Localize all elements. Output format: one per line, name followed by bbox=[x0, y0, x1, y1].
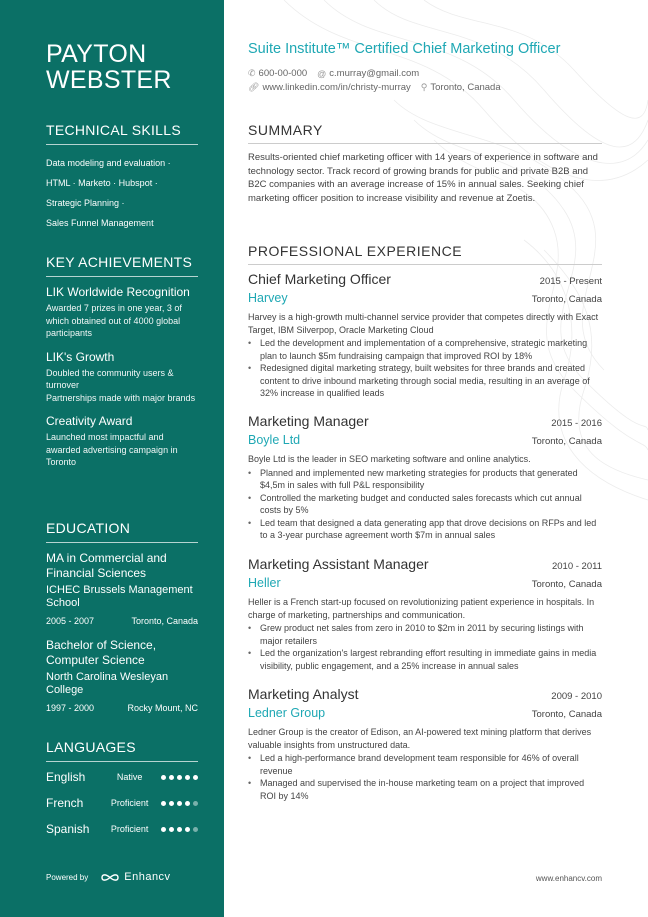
education-section bbox=[46, 520, 198, 713]
achievements-title: KEY ACHIEVEMENTS bbox=[46, 254, 198, 277]
contact-phone: 600-00-000 bbox=[258, 68, 308, 79]
job-bullets bbox=[248, 467, 602, 542]
languages-title: LANGUAGES bbox=[46, 739, 198, 762]
achievement-item bbox=[46, 350, 198, 405]
summary-text: Results-oriented chief marketing officer with 14 years of experience in software and technology sector. Track record of growing brands for public and private B2B and B2C companies with an average increase of 15% in annual sales. Seeking chief marketing officer position to increase visibility and revenue at Zoetis. bbox=[248, 152, 598, 204]
job-entry bbox=[248, 556, 602, 672]
job-title: Marketing Manager bbox=[248, 413, 369, 429]
contact-email[interactable]: c.murray@gmail.com bbox=[329, 68, 420, 79]
candidate-name bbox=[46, 0, 198, 93]
summary-title: SUMMARY bbox=[248, 122, 602, 144]
rating-dot-filled bbox=[177, 775, 182, 780]
job-entry bbox=[248, 686, 602, 802]
footer-site-link[interactable]: www.enhancv.com bbox=[535, 874, 602, 883]
achievement-title: Creativity Award bbox=[46, 414, 133, 428]
education-meta bbox=[46, 703, 198, 713]
company-description: Boyle Ltd is the leader in SEO marketing software and online analytics. bbox=[248, 454, 531, 464]
rating-dot-empty bbox=[193, 801, 198, 806]
rating-dot-filled bbox=[161, 827, 166, 832]
education-school: North Carolina Wesleyan College bbox=[46, 671, 169, 696]
achievement-item bbox=[46, 285, 198, 340]
contact-line-2 bbox=[248, 82, 501, 93]
achievement-text: Partnerships made with major brands bbox=[46, 392, 196, 403]
job-dates: 2010 - 2011 bbox=[551, 561, 602, 572]
enhancv-logo[interactable] bbox=[100, 871, 170, 883]
email-icon: @ bbox=[317, 68, 327, 79]
education-item bbox=[46, 551, 198, 626]
headline: Suite Institute™ Certified Chief Marketing Officer bbox=[248, 41, 561, 57]
job-title: Marketing Analyst bbox=[248, 686, 359, 702]
job-bullet: • Managed and supervised the in-house marketing team on a project that improved ROI by 14% bbox=[248, 777, 602, 802]
company-name: Heller bbox=[248, 576, 281, 590]
skill-item: HTML · Marketo · Hubspot · bbox=[46, 178, 158, 188]
language-level: Native bbox=[116, 772, 143, 782]
language-name: Spanish bbox=[46, 822, 90, 836]
enhancv-logo-text: Enhancv bbox=[124, 871, 171, 883]
language-level: Proficient bbox=[110, 798, 149, 808]
rating-dot-filled bbox=[169, 801, 174, 806]
job-location: Toronto, Canada bbox=[531, 436, 602, 447]
rating-dot-filled bbox=[193, 775, 198, 780]
rating-dot-filled bbox=[185, 827, 190, 832]
job-bullet: • Led a high-performance brand development team responsible for 46% of overall revenue bbox=[248, 752, 602, 777]
achievements-section bbox=[46, 254, 198, 469]
enhancv-logo-icon bbox=[100, 872, 120, 883]
last-name: WEBSTER bbox=[46, 66, 172, 94]
job-dates: 2015 - 2016 bbox=[551, 418, 602, 429]
achievement-text: Launched most impactful and awarded advertising campaign in Toronto bbox=[46, 432, 178, 467]
achievement-title: LIK Worldwide Recognition bbox=[46, 285, 190, 299]
job-location: Toronto, Canada bbox=[531, 579, 602, 590]
company-name: Ledner Group bbox=[248, 706, 326, 720]
rating-dot-filled bbox=[185, 775, 190, 780]
link-icon: 🔗︎ bbox=[248, 82, 260, 92]
skill-item: Sales Funnel Management bbox=[46, 218, 154, 228]
skill-item: Strategic Planning · bbox=[46, 198, 125, 208]
job-location: Toronto, Canada bbox=[531, 294, 602, 305]
education-location: Rocky Mount, NC bbox=[127, 703, 198, 713]
language-rating bbox=[161, 775, 198, 780]
contact-location: Toronto, Canada bbox=[430, 82, 501, 93]
job-title: Marketing Assistant Manager bbox=[248, 556, 429, 572]
sidebar bbox=[0, 0, 224, 917]
rating-dot-filled bbox=[185, 801, 190, 806]
job-bullets bbox=[248, 752, 602, 802]
language-row bbox=[46, 816, 198, 842]
achievement-text: Doubled the community users & turnover bbox=[46, 367, 174, 390]
rating-dot-filled bbox=[169, 827, 174, 832]
rating-dot-filled bbox=[177, 827, 182, 832]
rating-dot-filled bbox=[177, 801, 182, 806]
achievement-item bbox=[46, 414, 198, 469]
education-degree: Bachelor of Science, Computer Science bbox=[46, 638, 157, 667]
job-bullet: • Led the development and implementation of a comprehensive, strategic marketing plan to launch $5m fundraising campaign that improved ROI by 18% bbox=[248, 337, 602, 362]
education-degree: MA in Commercial and Financial Sciences bbox=[46, 551, 167, 580]
job-bullets bbox=[248, 337, 602, 400]
job-location: Toronto, Canada bbox=[531, 709, 602, 720]
rating-dot-filled bbox=[161, 801, 166, 806]
rating-dot-empty bbox=[193, 827, 198, 832]
location-pin-icon: ⚲ bbox=[420, 82, 428, 92]
education-dates: 2005 - 2007 bbox=[46, 616, 95, 626]
language-level: Proficient bbox=[110, 824, 149, 834]
job-bullet: • Controlled the marketing budget and conducted sales forecasts which cut annual costs by 5% bbox=[248, 492, 602, 517]
company-description: Harvey is a high-growth multi-channel service provider that competes directly with Exact Target, IBM Silverpop, Oracle Marketing Cloud bbox=[248, 312, 599, 335]
language-rating bbox=[161, 827, 198, 832]
language-row bbox=[46, 790, 198, 816]
job-entry bbox=[248, 271, 602, 400]
powered-by bbox=[46, 871, 171, 883]
job-bullets bbox=[248, 622, 602, 672]
job-dates: 2009 - 2010 bbox=[551, 691, 602, 702]
job-bullet: • Led the organization's largest rebranding effort resulting in immediate gains in media visibility, public engagement, and a 25% increase in annual sales bbox=[248, 647, 602, 672]
job-bullet: • Led team that designed a data generating app that drove decisions on RFPs and led to a 3-year purchase agreement worth $7m in annual sales bbox=[248, 517, 602, 542]
company-name: Harvey bbox=[248, 291, 288, 305]
job-bullet: • Grew product net sales from zero in 2010 to $2m in 2011 by securing listings with major retailers bbox=[248, 622, 602, 647]
skills-section bbox=[46, 122, 198, 233]
job-entry bbox=[248, 413, 602, 542]
language-row bbox=[46, 764, 198, 790]
company-description: Heller is a French start-up focused on revolutionizing patient experience in hospitals. In charge of marketing, partnerships and communication. bbox=[248, 597, 595, 620]
language-name: French bbox=[46, 796, 84, 810]
education-item bbox=[46, 638, 198, 713]
first-name: PAYTON bbox=[46, 40, 147, 68]
rating-dot-filled bbox=[169, 775, 174, 780]
education-dates: 1997 - 2000 bbox=[46, 703, 95, 713]
education-location: Toronto, Canada bbox=[131, 616, 198, 626]
job-title: Chief Marketing Officer bbox=[248, 271, 391, 287]
skills-title: TECHNICAL SKILLS bbox=[46, 122, 198, 145]
language-name: English bbox=[46, 770, 86, 784]
main-content bbox=[248, 0, 602, 917]
achievement-text: Awarded 7 prizes in one year, 3 of which obtained out of 4000 global participants bbox=[46, 303, 182, 338]
experience-title: PROFESSIONAL EXPERIENCE bbox=[248, 243, 602, 265]
language-rating bbox=[161, 801, 198, 806]
achievement-title: LIK's Growth bbox=[46, 349, 115, 364]
skill-item: Data modeling and evaluation · bbox=[46, 158, 171, 168]
job-bullet: • Planned and implemented new marketing strategies for products that generated $4,5m in sales with full P&L responsibility bbox=[248, 467, 602, 492]
education-school: ICHEC Brussels Management School bbox=[46, 584, 193, 609]
company-description: Ledner Group is the creator of Edison, an AI-powered text mining platform that derives valuable insights from unstructured data. bbox=[248, 727, 592, 750]
education-meta bbox=[46, 616, 198, 626]
contact-linkedin[interactable]: www.linkedin.com/in/christy-murray bbox=[262, 82, 411, 93]
education-title: EDUCATION bbox=[46, 520, 198, 543]
powered-by-label: Powered by bbox=[46, 872, 89, 882]
job-dates: 2015 - Present bbox=[539, 276, 602, 287]
job-bullet: • Redesigned digital marketing strategy, built websites for three brands and created content to drive inbound marketing through social media, resulting in an average of 32% increase in qualified leads bbox=[248, 362, 602, 400]
contact-line-1 bbox=[248, 68, 419, 79]
company-name: Boyle Ltd bbox=[248, 433, 301, 447]
rating-dot-filled bbox=[161, 775, 166, 780]
languages-section bbox=[46, 739, 198, 842]
phone-icon: ✆ bbox=[248, 68, 256, 78]
